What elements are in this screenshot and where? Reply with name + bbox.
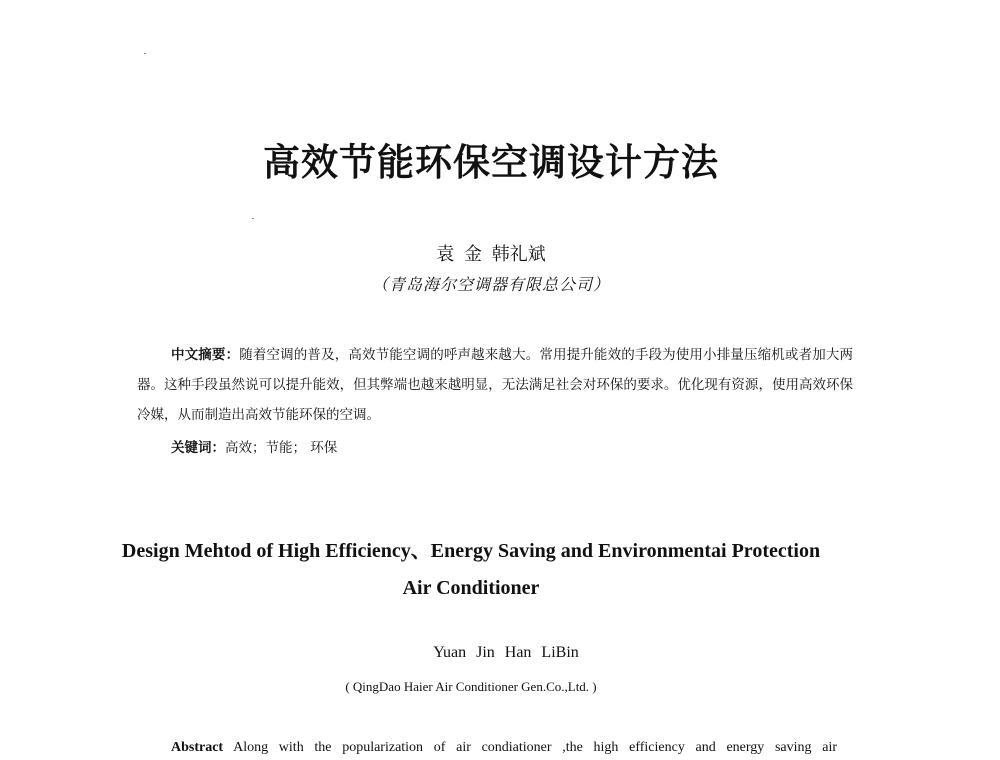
english-title: [0, 533, 942, 607]
chinese-abstract-label: 中文摘要：: [171, 347, 240, 363]
chinese-affiliation: （青岛海尔空调器有限总公司）: [371, 275, 610, 294]
english-title-line-2: Air Conditioner: [402, 577, 540, 599]
chinese-title: 高效节能环保空调设计方法: [263, 140, 719, 184]
english-abstract: [171, 740, 837, 756]
chinese-keywords-text: 高效；节能； 环保: [225, 440, 338, 456]
english-affiliation: ( QingDao Haier Air Conditioner Gen.Co.,Ltd. ): [345, 679, 597, 694]
chinese-abstract: [137, 340, 853, 430]
english-abstract-label: Abstract: [171, 740, 224, 755]
scan-speck: [252, 218, 254, 219]
chinese-abstract-text: 随着空调的普及，高效节能空调的呼声越来越大。常用提升能效的手段为使用小排量压缩机或者加大两器。这种手段虽然说可以提升能效，但其弊端也越来越明显，无法满足社会对环保的要求。优化现有资源，使用高效环保冷媒，从而制造出高效节能环保的空调。: [137, 347, 854, 423]
english-title-line-1: Design Mehtod of High Efficiency、Energy Saving and Environmentai Protection: [121, 540, 821, 562]
scan-speck: [144, 53, 146, 54]
chinese-keywords: [171, 436, 337, 456]
english-authors: Yuan Jin Han LiBin: [433, 644, 579, 661]
chinese-keywords-label: 关键词：: [171, 440, 225, 456]
chinese-authors: 袁 金 韩礼斌: [436, 244, 546, 265]
english-abstract-text: Along with the popularization of air condiationer ,the high efficiency and energy saving air: [233, 740, 837, 755]
